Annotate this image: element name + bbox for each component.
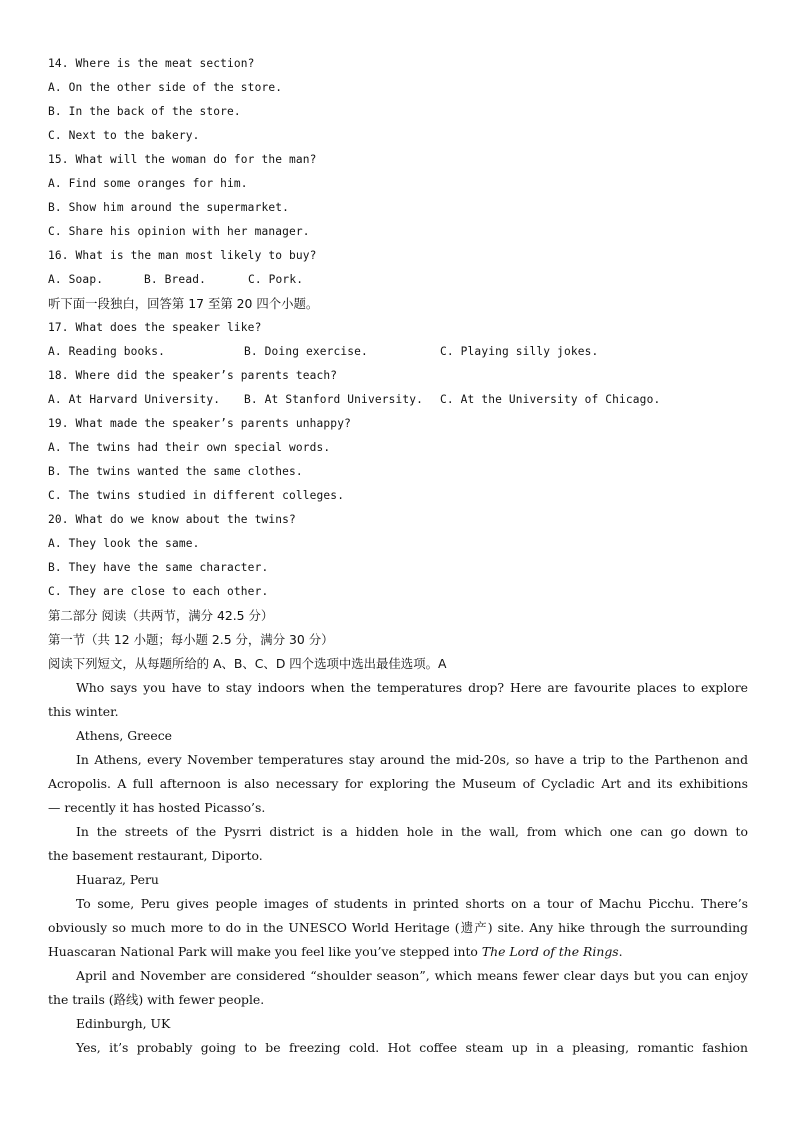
question-14-option-b: B. In the back of the store. xyxy=(48,105,241,118)
question-16-option-a: A. Soap. xyxy=(48,273,104,286)
huaraz-p1-line-2: obviously so much more to do in the UNESCO World Heritage (遗产) site. Any hike through the surrounding xyxy=(48,920,748,935)
passage-intro-line-2: this winter. xyxy=(48,704,119,719)
section-2-title: 第二部分 阅读（共两节，满分 42.5 分） xyxy=(48,608,274,623)
question-18-option-b: B. At Stanford University. xyxy=(244,393,424,406)
question-20-stem: 20. What do we know about the twins? xyxy=(48,513,296,526)
exam-page xyxy=(48,52,748,1060)
huaraz-p2-line-2: the trails (路线) with fewer people. xyxy=(48,992,265,1007)
huaraz-heading: Huaraz, Peru xyxy=(76,872,159,887)
question-16-options xyxy=(48,268,748,292)
question-19-option-b: B. The twins wanted the same clothes. xyxy=(48,465,303,478)
huaraz-paragraph-1 xyxy=(48,892,748,964)
question-14-option-c: C. Next to the bakery. xyxy=(48,129,200,142)
athens-p2-line-2: the basement restaurant, Diporto. xyxy=(48,848,263,863)
athens-p2-line-1: In the streets of the Pysrri district is a hidden hole in the wall, from which one can go down to xyxy=(76,824,748,839)
huaraz-p1-line-1: To some, Peru gives people images of students in printed shorts on a tour of Machu Picchu. There’s xyxy=(76,896,748,911)
huaraz-p1-line-3 xyxy=(48,940,748,964)
question-18-options xyxy=(48,388,748,412)
question-17-options xyxy=(48,340,748,364)
question-15-option-a: A. Find some oranges for him. xyxy=(48,177,248,190)
question-17-stem: 17. What does the speaker like? xyxy=(48,321,262,334)
question-18-stem: 18. Where did the speaker’s parents teach? xyxy=(48,369,338,382)
athens-paragraph-2 xyxy=(48,820,748,868)
question-19-stem: 19. What made the speaker’s parents unhappy? xyxy=(48,417,351,430)
question-18-option-c: C. At the University of Chicago. xyxy=(440,393,661,406)
monologue-instruction: 听下面一段独白，回答第 17 至第 20 四个小题。 xyxy=(48,296,319,311)
athens-paragraph-1 xyxy=(48,748,748,820)
athens-heading: Athens, Greece xyxy=(76,728,172,743)
question-14-stem: 14. Where is the meat section? xyxy=(48,57,255,70)
question-20-option-b: B. They have the same character. xyxy=(48,561,269,574)
question-16-option-b: B. Bread. xyxy=(144,273,206,286)
edinburgh-heading: Edinburgh, UK xyxy=(76,1016,171,1031)
question-17-option-c: C. Playing silly jokes. xyxy=(440,345,599,358)
passage-intro-line-1: Who says you have to stay indoors when the temperatures drop? Here are favourite places to explore xyxy=(76,680,748,695)
section-2-part-1-heading: 第一节（共 12 小题；每小题 2.5 分，满分 30 分） xyxy=(48,632,334,647)
huaraz-paragraph-2 xyxy=(48,964,748,1012)
question-20-option-c: C. They are close to each other. xyxy=(48,585,269,598)
question-19-option-a: A. The twins had their own special words. xyxy=(48,441,331,454)
question-15-option-b: B. Show him around the supermarket. xyxy=(48,201,289,214)
edinburgh-paragraph-1 xyxy=(48,1036,748,1060)
passage-intro xyxy=(48,676,748,724)
question-17-option-a: A. Reading books. xyxy=(48,345,166,358)
book-title: The Lord of the Rings xyxy=(481,944,619,959)
huaraz-p2-line-1: April and November are considered “shoulder season”, which means fewer clear days but you can enjoy xyxy=(76,968,748,983)
question-19-option-c: C. The twins studied in different colleges. xyxy=(48,489,345,502)
question-17-option-b: B. Doing exercise. xyxy=(244,345,368,358)
athens-p1-line-2: Acropolis. A full afternoon is also necessary for exploring the Museum of Cycladic Art and its exhibitions xyxy=(48,776,748,791)
edinburgh-p1-line-1: Yes, it’s probably going to be freezing cold. Hot coffee steam up in a pleasing, romantic fashion xyxy=(76,1040,748,1055)
athens-p1-line-3: — recently it has hosted Picasso’s. xyxy=(48,800,266,815)
athens-p1-line-1: In Athens, every November temperatures stay around the mid-20s, so have a trip to the Parthenon and xyxy=(76,752,748,767)
question-16-stem: 16. What is the man most likely to buy? xyxy=(48,249,317,262)
reading-instruction: 阅读下列短文，从每题所给的 A、B、C、D 四个选项中选出最佳选项。A xyxy=(48,656,447,671)
huaraz-p1-line-3-text: Huascaran National Park will make you feel like you’ve stepped into xyxy=(48,944,482,959)
question-18-option-a: A. At Harvard University. xyxy=(48,393,221,406)
huaraz-p1-line-3-end: . xyxy=(618,944,623,959)
question-15-stem: 15. What will the woman do for the man? xyxy=(48,153,317,166)
question-16-option-c: C. Pork. xyxy=(248,273,304,286)
question-15-option-c: C. Share his opinion with her manager. xyxy=(48,225,310,238)
question-20-option-a: A. They look the same. xyxy=(48,537,200,550)
question-14-option-a: A. On the other side of the store. xyxy=(48,81,283,94)
